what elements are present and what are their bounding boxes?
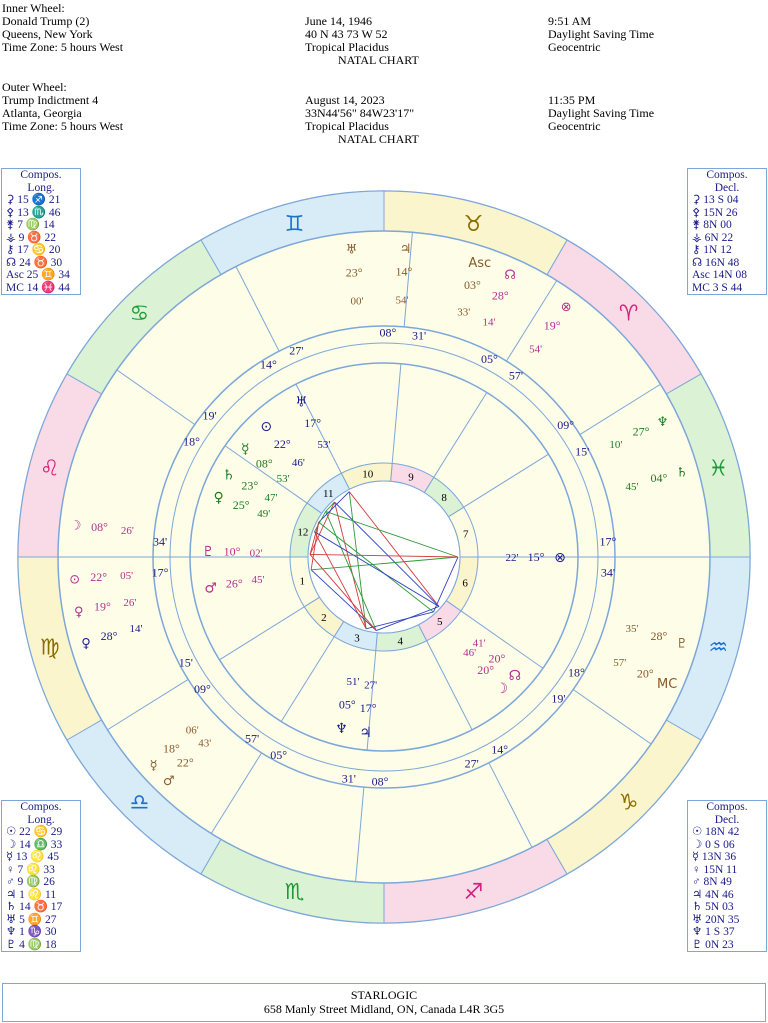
outer-planet-minute: 43' [198,737,212,750]
cusp-degree: 14° [259,357,277,372]
inner-planet-minute: 53' [317,438,331,451]
inner-planet-minute: 46' [291,456,305,469]
inner-time: 9:51 AM [548,14,592,28]
zodiac-sign-glyph: ♌ [39,456,60,482]
box-title: Compos. [706,801,748,813]
inner-planet-glyph: ☊ [508,667,522,684]
box-title: Compos. [20,801,62,813]
house-number: 12 [297,526,309,539]
chart-wheel [0,160,768,960]
inner-planet-glyph: ♀ [213,489,224,506]
outer-name: Trump Indictment 4 [2,93,99,107]
box-title: Compos. [706,169,748,181]
outer-planet-minute: 10' [609,438,623,451]
box-row: ♂ 9 ♍ 26 [6,876,55,888]
box-subtitle: Decl. [714,813,740,826]
inner-planet-glyph: ☽ [495,680,509,697]
cusp-degree: 17° [599,534,617,549]
outer-planet-glyph: ♇ [676,636,688,652]
outer-planet-degree: 19° [543,318,561,333]
outer-place: Atlanta, Georgia [2,106,82,120]
inner-planet-degree: 17° [304,415,322,430]
outer-planet-degree: 28° [491,288,509,303]
inner-planet-minute: 22' [505,552,519,564]
inner-planet-glyph: ♅ [295,394,308,411]
inner-planet-degree: 26° [225,576,243,591]
box-row: ☉ 18N 42 [692,826,740,838]
inner-planet-minute: 47' [264,491,278,504]
box-row: ⚶ 6N 22 [692,231,734,244]
inner-planet-degree: 10° [223,544,241,559]
cusp-degree: 17° [151,565,169,580]
house-number: 9 [408,471,414,484]
cusp-minute: 34' [600,565,616,580]
cusp-minute: 57' [508,368,524,383]
inner-place: Queens, New York [2,27,93,41]
box-row: ☽ 14 ♎ 33 [6,838,63,851]
inner-geo: Geocentric [548,40,601,54]
cusp-minute: 31' [412,328,427,343]
box-row: ♅ 20N 35 [692,913,740,926]
outer-wheel-label: Outer Wheel: [2,80,67,94]
cusp-minute: 15' [575,444,590,459]
inner-planet-minute: 02' [249,547,263,560]
cusp-degree: 14° [491,742,509,757]
outer-chart-type: NATAL CHART [338,132,419,146]
box-row: ♂ 8N 49 [692,876,732,888]
outer-planet-minute: 00' [350,295,364,308]
box-row: ⚷ 1N 12 [692,244,732,256]
outer-planet-minute: 26' [123,596,137,609]
box-row: ⚴ 13 ♏ 46 [6,206,61,219]
inner-planet-degree: 20° [477,662,495,677]
inner-planet-minute: 41' [472,637,486,650]
outer-planet-degree: 03° [463,277,481,292]
house-number: 1 [299,575,306,588]
box-row: ♃ 1 ♌ 11 [6,888,57,901]
inner-planet-degree: 25° [232,498,250,513]
inner-planet-degree: 20° [488,651,506,666]
outer-planet-glyph: ♀ [73,604,84,620]
inner-planet-minute: 53' [276,473,290,486]
box-row: ⚴ 15N 26 [692,206,738,219]
outer-planet-degree: 04° [650,471,668,486]
cusp-minute: 19' [202,408,217,423]
cusp-minute: 57' [244,731,260,746]
outer-planet-glyph: ⊗ [560,300,572,316]
compos-long-box-top [1,168,81,295]
outer-planet-glyph: ☽ [69,518,82,534]
house-number: 5 [437,616,443,629]
outer-planet-minute: 57' [613,656,627,669]
footer-address: 658 Manly Street Midland, ON, Canada L4R 3G5 [263,1002,505,1016]
box-row: ♆ 1 ♑ 30 [6,926,57,938]
zodiac-sign-glyph: ♉ [463,211,484,237]
inner-planet-glyph: ♄ [222,467,235,484]
zodiac-sign-glyph: ♓ [708,456,729,482]
outer-planet-glyph: ☿ [149,758,158,774]
inner-planet-glyph: ♂ [204,580,217,597]
inner-timezone: Time Zone: 5 hours West [2,40,124,54]
box-row: ☿ 13N 36 [692,851,737,863]
outer-coords: 33N44'56" 84W23'17" [305,106,415,120]
outer-timezone: Time Zone: 5 hours West [2,119,124,133]
cusp-degree: 18° [568,665,585,680]
outer-planet-degree: 28° [650,628,668,643]
house-number: 3 [354,632,360,645]
box-row: ⚳ 15 ♐ 21 [6,194,61,206]
box-row: ⚷ 17 ♋ 20 [6,244,61,256]
inner-planet-degree: 05° [338,697,356,712]
outer-planet-glyph: ♃ [399,241,412,257]
inner-planet-minute: 49' [257,508,271,521]
outer-planet-degree: 22° [90,569,108,584]
house-number: 6 [462,577,468,590]
compos-long-box-bottom [1,800,81,952]
inner-planet-minute: 45' [251,574,265,587]
box-subtitle: Long. [27,181,55,194]
inner-planet-glyph: ♇ [201,543,215,560]
inner-planet-minute: 27' [364,679,378,692]
cusp-degree: 05° [270,748,288,763]
inner-planet-degree: 08° [255,456,273,471]
zodiac-sign-glyph: ♏ [284,880,305,906]
outer-planet-glyph: ♂ [162,773,175,789]
inner-planet-glyph: ☿ [241,441,250,458]
box-title: Compos. [20,169,62,181]
inner-planet-glyph: ⊙ [260,419,273,436]
cusp-minute: 27' [289,343,304,358]
outer-planet-glyph: ☊ [504,267,516,283]
inner-system: Tropical Placidus [305,40,389,54]
cusp-degree: 18° [183,434,200,449]
box-row: ☿ 13 ♌ 45 [6,851,60,863]
outer-geo: Geocentric [548,119,601,133]
box-subtitle: Decl. [714,181,740,194]
inner-planet-glyph: ♃ [359,725,372,742]
outer-planet-minute: 33' [457,306,471,319]
outer-planet-degree: 27° [632,424,650,439]
house-number: 11 [322,487,334,500]
cusp-minute: 19' [551,691,566,706]
box-row: MC 3 S 44 [692,281,743,294]
box-row: ☊ 16N 48 [692,256,740,269]
house-number: 4 [397,635,403,648]
outer-planet-minute: 54' [529,343,543,356]
outer-planet-minute: 54' [395,294,409,307]
box-row: ⚵ 7 ♍ 14 [6,219,55,231]
inner-planet-glyph: ⊗ [554,550,566,566]
house-number: 2 [321,612,327,625]
outer-planet-glyph: Asc [468,256,492,272]
outer-planet-minute: 14' [482,316,496,329]
zodiac-sign-glyph: ♒ [708,635,729,661]
box-row: ⚳ 13 S 04 [692,194,739,206]
footer-company: STARLOGIC [350,988,418,1002]
box-row: ♅ 5 ♊ 27 [6,913,57,926]
outer-planet-degree: 22° [176,755,194,770]
outer-planet-glyph: MC [657,677,678,693]
cusp-degree: 09° [557,418,575,433]
inner-planet-minute: 51' [346,676,360,689]
zodiac-sign-glyph: ♍ [39,635,60,661]
outer-planet-degree: 18° [163,741,180,756]
outer-planet-minute: 14' [129,623,143,636]
inner-planet-degree: 15° [527,550,545,564]
box-row: ⚵ 8N 00 [692,219,732,231]
box-row: ☽ 0 S 06 [692,838,735,851]
outer-time: 11:35 PM [548,93,596,107]
inner-chart-type: NATAL CHART [338,53,419,67]
box-row: Asc 14N 08 [692,269,747,281]
inner-planet-minute: 46' [463,647,477,660]
cusp-degree: 05° [480,351,498,366]
outer-planet-glyph: ♀ [81,636,91,652]
cusp-minute: 27' [464,756,479,771]
inner-date: June 14, 1946 [305,14,372,28]
outer-planet-glyph: ♅ [345,242,358,258]
house-number: 7 [462,528,469,541]
cusp-degree: 08° [371,774,389,789]
inner-dst: Daylight Saving Time [548,27,655,41]
cusp-minute: 34' [152,534,168,549]
box-row: ♇ 4 ♍ 18 [6,938,57,951]
box-subtitle: Long. [27,813,55,826]
outer-planet-glyph: ♄ [676,465,688,481]
inner-wheel-label: Inner Wheel: [2,1,65,15]
box-row: ♆ 1 S 37 [692,926,735,938]
cusp-degree: 08° [379,325,397,340]
outer-planet-minute: 05' [120,569,134,582]
inner-planet-degree: 23° [241,478,259,493]
box-row: ♀ 7 ♌ 33 [6,863,55,876]
zodiac-sign-glyph: ♑ [618,790,639,816]
outer-system: Tropical Placidus [305,119,389,133]
zodiac-sign-glyph: ♎ [129,790,150,816]
cusp-degree: 09° [193,681,211,696]
inner-planet-degree: 17° [359,701,377,716]
footer [2,983,766,1022]
outer-planet-degree: 08° [91,520,108,535]
box-row: ♇ 0N 23 [692,938,734,951]
box-row: Asc 25 ♊ 34 [6,269,70,281]
outer-planet-minute: 26' [120,525,134,538]
house-number: 10 [362,468,374,481]
outer-planet-degree: 19° [93,599,111,614]
outer-planet-minute: 06' [185,724,199,737]
inner-coords: 40 N 43 73 W 52 [305,27,388,41]
outer-planet-minute: 45' [625,480,639,493]
box-row: ♄ 5N 03 [692,901,734,913]
compos-decl-box-bottom [687,800,767,952]
outer-planet-glyph: ⊙ [69,572,81,588]
box-row: ♃ 4N 46 [692,888,734,901]
zodiac-sign-glyph: ♐ [463,880,484,906]
zodiac-sign-glyph: ♈ [618,301,639,327]
inner-planet-degree: 22° [273,437,291,452]
box-row: ⚶ 9 ♉ 22 [6,231,56,244]
zodiac-sign-glyph: ♋ [129,301,150,327]
outer-planet-degree: 23° [345,265,363,280]
outer-planet-minute: 35' [625,623,639,636]
outer-planet-glyph: ♆ [656,415,669,431]
outer-dst: Daylight Saving Time [548,106,655,120]
zodiac-sign-glyph: ♊ [284,211,305,237]
inner-name: Donald Trump (2) [2,14,90,28]
box-row: MC 14 ♓ 44 [6,281,70,294]
compos-decl-box-top [687,168,767,295]
outer-planet-degree: 20° [636,666,654,681]
house-number: 8 [441,491,447,504]
inner-planet-glyph: ♆ [335,720,348,737]
cusp-minute: 15' [178,655,193,670]
outer-date: August 14, 2023 [305,93,385,107]
outer-planet-degree: 28° [100,628,118,643]
cusp-minute: 31' [341,771,356,786]
outer-planet-degree: 14° [395,264,413,279]
box-row: ☉ 22 ♋ 29 [6,826,63,838]
box-row: ♄ 14 ♉ 17 [6,901,63,913]
box-row: ♀ 15N 11 [692,863,738,876]
box-row: ☊ 24 ♉ 30 [6,256,63,269]
